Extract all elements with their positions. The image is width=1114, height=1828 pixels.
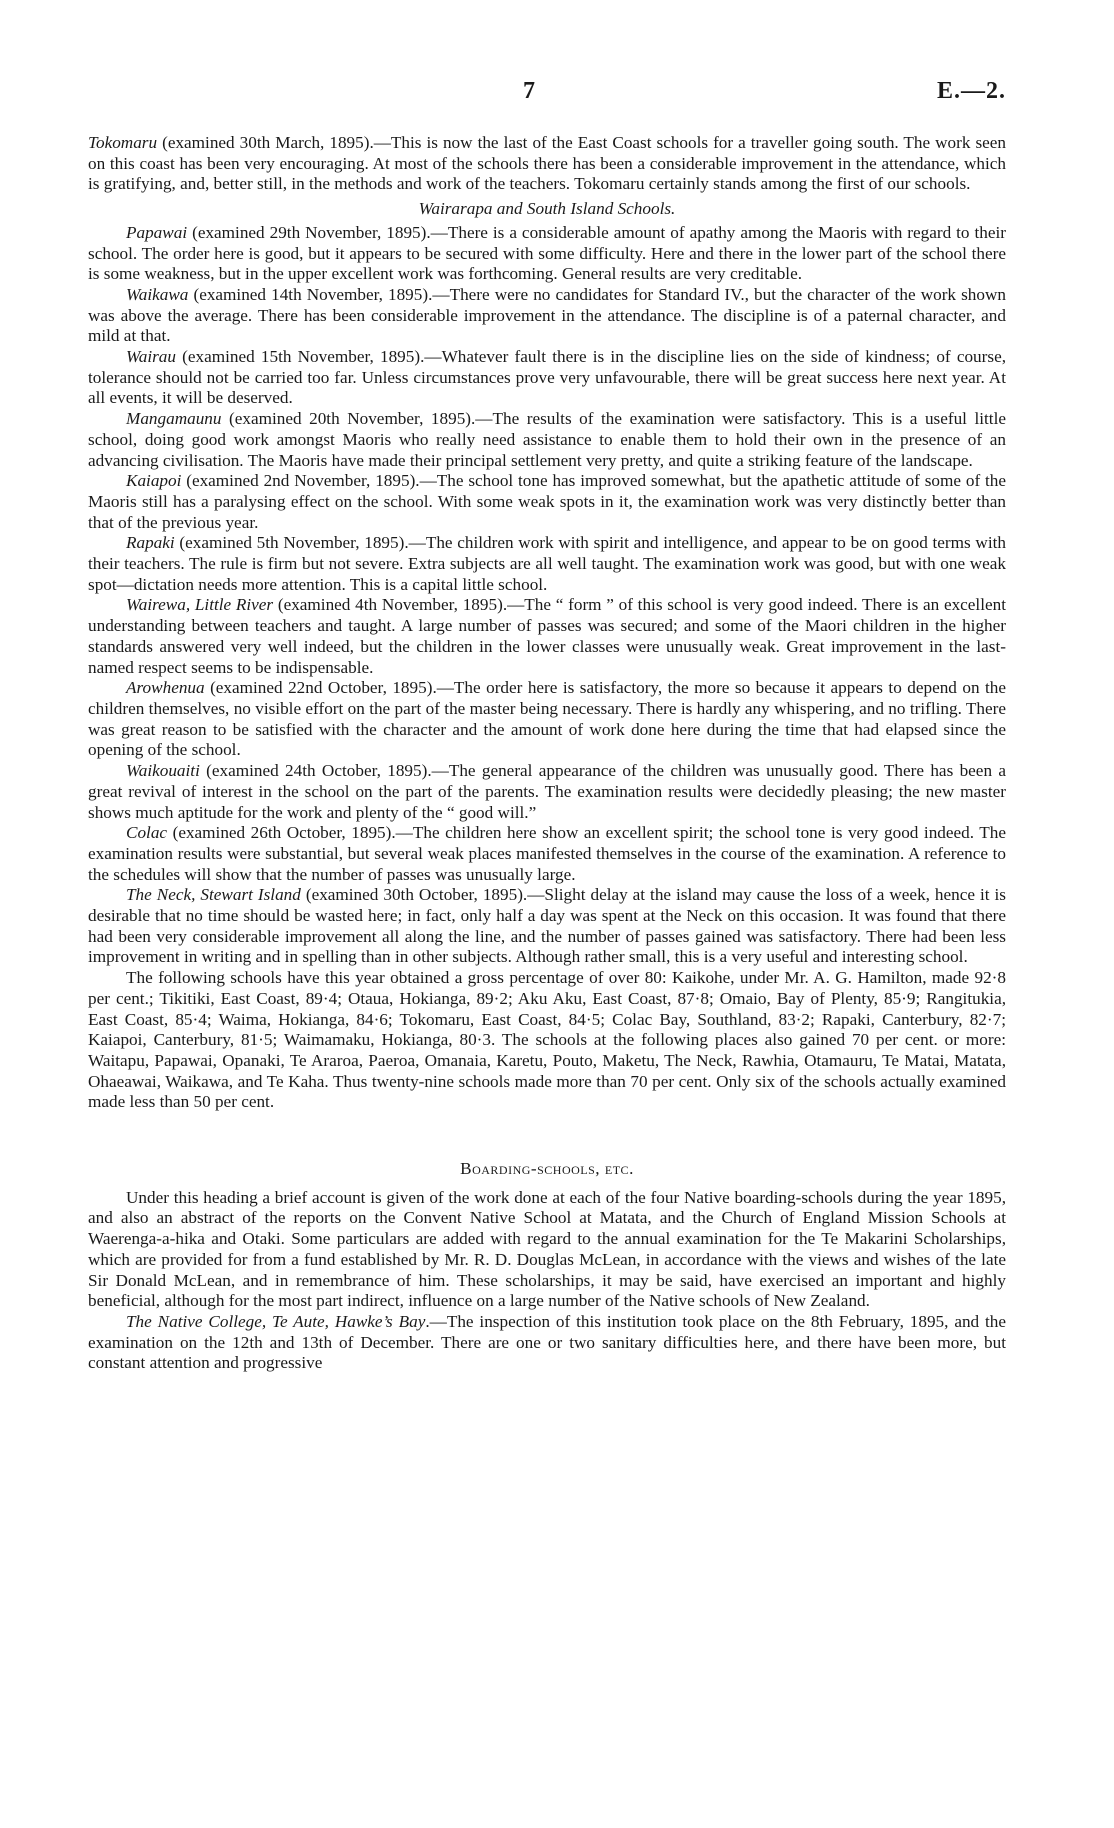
- paragraph-papawai: [88, 223, 1006, 285]
- paragraph-text: (examined 22nd October, 1895).—The order here is satisfactory, the more so because it appears to depend on the children themselves, no visible effort on the part of the master being necessary. There is hardly any whispering, and no trifling. There was great reason to be satisfied with the character and the amount of work done here during the time that had elapsed since the opening of the school.: [88, 678, 1006, 760]
- section-heading-wairarapa: Wairarapa and South Island Schools.: [418, 199, 676, 219]
- paragraph-text: (examined 15th November, 1895).—Whatever fault there is in the discipline lies on the side of kindness; of course, tolerance should not be carried too far. Unless circumstances prove very unfavourable, there will be great success here next year. At all events, it will be deserved.: [88, 347, 1006, 408]
- school-name: Colac: [126, 823, 168, 843]
- school-name: The Native College, Te Aute, Hawke’s Bay: [126, 1311, 426, 1331]
- paragraph-the-neck: [88, 885, 1006, 968]
- school-name: Waikawa: [126, 284, 189, 304]
- paragraph-text: (examined 29th November, 1895).—There is a considerable amount of apathy among the Maoris with regard to their school. The order here is good, but it appears to be secured with some difficulty. Here and there in the lower part of the school there is some weakness, but in the upper excellent work was forthcoming. General results are very creditable.: [88, 222, 1006, 284]
- paragraph-wairau: [88, 347, 1006, 409]
- school-name: Kaiapoi: [126, 471, 182, 491]
- school-name: The Neck, Stewart Island: [126, 885, 301, 905]
- school-name: Papawai: [126, 222, 188, 242]
- page-header: [88, 78, 1006, 108]
- school-name: Rapaki: [126, 533, 175, 553]
- page-number: 7: [523, 78, 535, 104]
- school-name: Waikouaiti: [126, 761, 200, 781]
- paragraph-text: (examined 26th October, 1895).—The children here show an excellent spirit; the school tone is very good indeed. The examination results were substantial, but several weak places manifested themselves in the course of the examination. A reference to the schedules will show that the number of passes was unusually large.: [88, 823, 1006, 884]
- paragraph-text: .—The inspection of this institution took place on the 8th February, 1895, and the examination on the 12th and 13th of December. There are one or two sanitary difficulties here, and there have been more, but constant attention and progressive: [88, 1311, 1006, 1373]
- paragraph-kaiapoi: [88, 471, 1006, 533]
- school-name: Wairau: [126, 347, 176, 367]
- paragraph-rapaki: [88, 533, 1006, 595]
- paragraph-mangamaunu: [88, 409, 1006, 471]
- paragraph-wairewa: [88, 595, 1006, 678]
- document-body: [88, 133, 1006, 1374]
- paragraph-waikawa: [88, 285, 1006, 347]
- school-name: Mangamaunu: [126, 409, 222, 429]
- school-name: Arowhenua: [126, 678, 205, 698]
- paragraph-text: (examined 20th November, 1895).—The results of the examination were satisfactory. This is a useful little school, doing good work amongst Maoris who really need assistance to enable them to hold their own in the presence of an advancing civilisation. The Maoris have made their principal settlement very pretty, and quite a striking feature of the landscape.: [88, 409, 1006, 470]
- paragraph-native-college: [88, 1312, 1006, 1374]
- paragraph-text: (examined 4th November, 1895).—The “ form ” of this school is very good indeed. There is an excellent understanding between teachers and taught. A large number of passes was secured; and some of the Maori children in the higher standards answered very well indeed, but the children in the lower classes were unusually weak. Great improvement in the last-named respect seems to be indispensable.: [88, 595, 1006, 677]
- paragraph-tokomaru: [88, 133, 1006, 195]
- school-name: Wairewa, Little River: [126, 595, 274, 615]
- paragraph-boarding: Under this heading a brief account is given of the work done at each of the four Native boarding-schools during the year 1895, and also an abstract of the reports on the Convent Native School at Matata, and the Church of England Mission Schools at Waerenga-a-hika and Otaki. Some particulars are added with regard to the annual examination for the Te Makarini Scholarships, which are provided for from a fund established by Mr. R. D. Douglas McLean, in accordance with the views and wishes of the late Sir Donald McLean, and in remembrance of him. These scholarships, it may be said, have exercised an important and highly beneficial, although for the most part indirect, influence on a large number of the Native schools of New Zealand.: [88, 1187, 1006, 1311]
- paragraph-text: (examined 24th October, 1895).—The general appearance of the children was unusually good. There has been a great revival of interest in the school on the part of the parents. The examination results were decidedly pleasing; the new master shows much aptitude for the work and plenty of the “ good will.”: [88, 761, 1006, 822]
- paragraph-arowhenua: [88, 678, 1006, 761]
- paragraph-text: (examined 2nd November, 1895).—The school tone has improved somewhat, but the apathetic attitude of some of the Maoris still has a paralysing effect on the school. With some weak spots in it, the examination work was very distinctly better than that of the previous year.: [88, 471, 1006, 532]
- document-reference: E.—2.: [936, 78, 1006, 104]
- school-name: Tokomaru: [88, 133, 158, 152]
- paragraph-colac: [88, 823, 1006, 885]
- paragraph-summary: The following schools have this year obtained a gross percentage of over 80: Kaikohe, under Mr. A. G. Hamilton, made 92·8 per cent.; Tikitiki, East Coast, 89·4; Otaua, Hokianga, 89·2; Aku Aku, East Coast, 87·8; Omaio, Bay of Plenty, 85·9; Rangitukia, East Coast, 85·4; Waima, Hokianga, 84·6; Tokomaru, East Coast, 84·5; Colac Bay, Southland, 83·2; Rapaki, Canterbury, 82·7; Kaiapoi, Canterbury, 81·5; Waimamaku, Hokianga, 80·3. The schools at the following places also gained 70 per cent. or more: Waitapu, Papawai, Opanaki, Te Araroa, Paeroa, Omanaia, Karetu, Pouto, Maketu, The Neck, Rawhia, Otamauru, Te Matai, Matata, Ohaeawai, Waikawa, and Te Kaha. Thus twenty-nine schools made more than 70 per cent. Only six of the schools actually examined made less than 50 per cent.: [88, 968, 1006, 1112]
- section-heading-boarding-schools: Boarding-schools, etc.: [460, 1159, 634, 1179]
- paragraph-waikouaiti: [88, 761, 1006, 823]
- paragraph-text: (examined 5th November, 1895).—The children work with spirit and intelligence, and appear to be on good terms with their teachers. The rule is firm but not severe. Extra subjects are all well taught. The examination work was good, but with one weak spot—dictation needs more attention. This is a capital little school.: [88, 533, 1006, 594]
- paragraph-text: (examined 30th March, 1895).—This is now the last of the East Coast schools for a traveller going south. The work seen on this coast has been very encouraging. At most of the schools there has been a considerable improvement in the attendance, which is gratifying, and, better still, in the methods and work of the teachers. Tokomaru certainly stands among the first of our schools.: [88, 133, 1006, 194]
- paragraph-text: (examined 30th October, 1895).—Slight delay at the island may cause the loss of a week, hence it is desirable that no time should be wasted here; in fact, only half a day was spent at the Neck on this occasion. It was found that there had been very considerable improvement all along the line, and the number of passes gained was satisfactory. There had been less improvement in writing and in spelling than in other subjects. Although rather small, this is a very useful and interesting school.: [88, 885, 1006, 967]
- paragraph-text: (examined 14th November, 1895).—There were no candidates for Standard IV., but the character of the work shown was above the average. There has been considerable improvement in the attendance. The discipline is of a paternal character, and mild at that.: [88, 284, 1006, 346]
